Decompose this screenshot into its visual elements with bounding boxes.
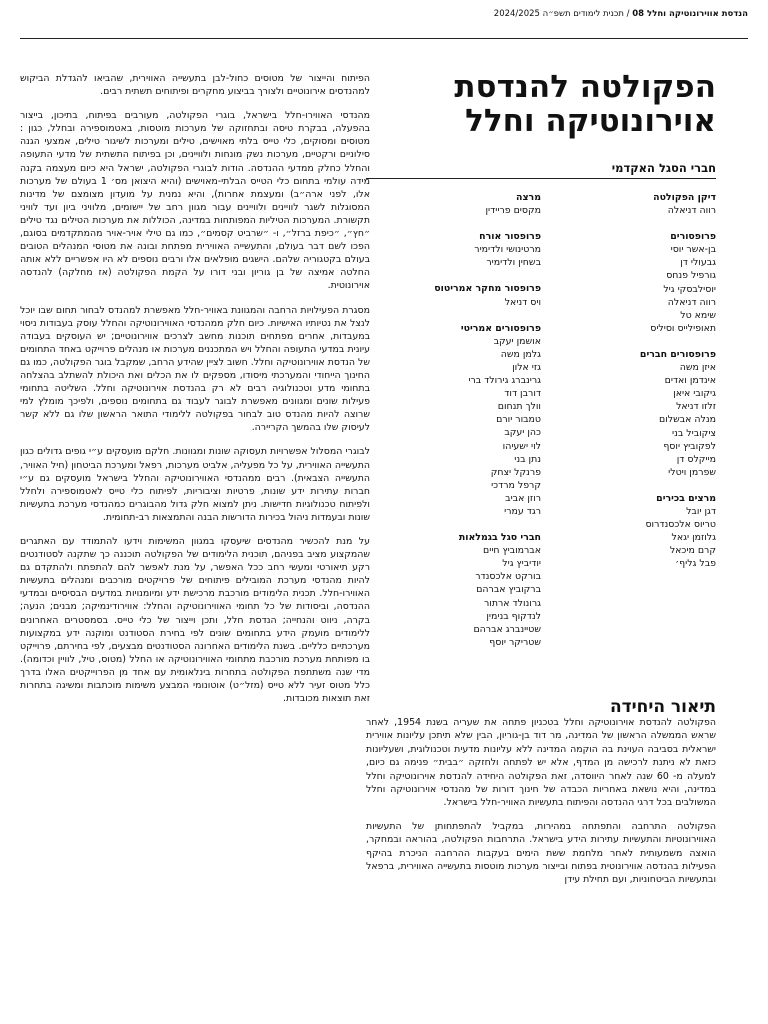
staff-name: גזי אלון xyxy=(512,361,541,373)
staff-name: אברמוביץ חיים xyxy=(483,545,541,557)
staff-name: בן-אשר יוסי xyxy=(670,244,716,256)
staff-name: רווה דניאלה xyxy=(667,296,716,308)
staff-group-title: פרופסורים xyxy=(670,231,716,243)
staff-group xyxy=(541,191,716,217)
staff-name: נתן בני xyxy=(514,453,541,465)
staff-group xyxy=(366,531,541,649)
staff-name: גיקובי איאן xyxy=(673,388,716,400)
staff-group-title: מרצה xyxy=(516,192,541,203)
staff-name: תאופילייס וסיליס xyxy=(650,322,716,334)
staff-heading: חברי הסגל האקדמי xyxy=(366,161,716,179)
left-column xyxy=(20,72,370,716)
staff-name: זלזו דניאל xyxy=(676,401,716,413)
staff-name: יודיביץ גיל xyxy=(502,558,541,570)
staff-name: לפקוביץ יוסף xyxy=(663,440,716,452)
staff-group-title: פרופסורים אמריטי xyxy=(460,322,541,334)
staff-group-title: פרופסור אורח xyxy=(479,231,541,243)
unit-paragraph: הפקולטה התרחבה והתפתחה במהירות, במקביל להתפתחותן של התעשיות האווירונוטיות והתעשיות עתירות הידע בישראל. התרחבות הפקולטה, בהוראה ובמחקר, הואצה משמעותית לאחר מלחמת ששת הימים בעקבות ההרחבה הניכרת בהיקף הפעילות בהנדסה אווירונוטית בפתוח ובייצור מערכות מוטסות בתעשייה האווירית, ברפאל ובתעשיות הביטחוניות, ועם תחילת עידן xyxy=(366,820,716,886)
staff-name: מרטינושי ולדימיר xyxy=(474,244,541,256)
staff-group-title: מרצים בכירים xyxy=(656,492,716,504)
staff-name: פרנקל יצחק xyxy=(490,466,541,478)
unit-title: תיאור היחידה xyxy=(609,697,716,717)
staff-group xyxy=(366,282,541,308)
staff-name: רגד עמרי xyxy=(504,505,541,517)
staff-name: מייקלס דן xyxy=(676,453,716,465)
unit-paragraph: הפקולטה להנדסת אוירונוטיקה וחלל בטכניון פתחה את שעריה בשנת 1954, לאחר שראש הממשלה הראשון של המדינה, מר דוד בן-גוריון, הבין שלא תיתכן עליונות אווירית ישראלית בסביבה העוינת בה הוקמה המדינה ללא עליונות מדעית וטכנולוגית, ושעליונות כזאת לא ניתנת לרכישה מן המדף, אלא יש לפתחה ולחזקה ״בבית״ פנימה גם כיום, למעלה מ- 60 שנה לאחר היווסדה, זאת הפקולטה היחידה להנדסת אוירונוטיקה וחלל במדינה, והיא נושאת באחריות הכבדה של חינוך דורות של מהנדסי אוירונוטיקה וחלל המשולבים בכל דרגי ההנדסה והפיתוח בתעשיות האוויר-חלל בישראל. xyxy=(366,717,716,809)
staff-name: מנלה אבשלום xyxy=(659,414,716,426)
staff-group xyxy=(541,492,716,571)
staff-name: טמבור יורם xyxy=(496,414,541,426)
staff-name: רוזן אביב xyxy=(505,492,541,504)
staff-name: בורקט אלכסנדר xyxy=(475,571,541,583)
staff-name: לנדקוף בנימין xyxy=(486,610,541,622)
staff-name: ויס דניאל xyxy=(504,296,541,308)
staff-name: דגן יובל xyxy=(686,505,716,517)
staff-name: כהן יעקב xyxy=(504,427,541,439)
staff-name: קרפל מרדכי xyxy=(491,479,541,491)
header-rule xyxy=(20,38,748,39)
staff-name: שימא טל xyxy=(680,309,716,321)
staff-name: גלוזמן יגאל xyxy=(671,532,716,544)
staff-name: שטיינברג אברהם xyxy=(473,623,541,635)
staff-name: פבל גליף׳ xyxy=(675,558,716,570)
staff-grid xyxy=(366,191,716,662)
staff-name: לוי ישעיהו xyxy=(502,440,541,452)
page-title-line2: אוירונוטיקה וחלל xyxy=(465,103,716,139)
staff-name: גלמן משה xyxy=(500,348,541,360)
staff-name: בשחין ולדימיר xyxy=(486,257,541,269)
staff-group xyxy=(366,191,541,217)
course-label: הנדסת אווירונוטיקה וחלל 08 xyxy=(632,9,748,19)
body-paragraph: הפיתוח והייצור של מטוסים כחול-לבן בתעשייה האווירית, שהביאו להגדלת הביקוש למהנדסים אירונוטיים ולצורך בביצוע מחקרים ופיתוחים תשתית רבים. xyxy=(20,73,370,98)
staff-group xyxy=(541,230,716,335)
staff-name: גרינברג גירולד ברי xyxy=(468,375,541,387)
staff-column xyxy=(366,191,541,662)
staff-name: קרם מיכאל xyxy=(669,545,716,557)
staff-group-title: חברי סגל בגמלאות xyxy=(458,532,541,544)
catalog-label: תכנית לימודים תשפ״ה 2024/2025 xyxy=(493,9,624,19)
staff-name: אינדמן ואדים xyxy=(664,375,716,387)
staff-group xyxy=(366,230,541,269)
staff-name: וולך תנחום xyxy=(497,401,541,413)
page-title-line1: הפקולטה להנדסת xyxy=(454,69,716,105)
staff-name: דורבן דוד xyxy=(504,388,541,400)
staff-name: רווה דניאלה xyxy=(667,205,716,217)
staff-group-title: דיקן הפקולטה xyxy=(653,192,716,203)
staff-name: מקסים פריידין xyxy=(485,205,541,217)
staff-group-title: פרופסורים חברים xyxy=(639,348,716,360)
staff-name: גבעולי דן xyxy=(680,257,716,269)
body-paragraph: לבוגרי המסלול אפשרויות תעסוקה שונות ומגוונות. חלקם מועסקים ע״י גופים גדולים כגון התעשייה האווירית, על כל מפעליה, אלביט מערכות, רפאל ומערכת הביטחון (חיל האוויר, התעשייה הצבאית). רבים ממהנדסי האווירונוטיקה והחלל בישראל מועסקים גם ע״י חברות עתירות ידע שונות, פרטיות וציבוריות, לפיתוח כלי טייס לאטמוספירה ולחלל ולפיתוח טכנולוגיות חדישות. ניתן למצוא חלק גדול מהבוגרים כמהנדסי מערכת בתעשיות שונות ובעמדות ניהול בכירות הדורשות הבנה והתמצאות רב-תחומית. xyxy=(20,446,370,523)
staff-name: גרונולד ארתור xyxy=(483,597,541,609)
body-paragraph: מהנדסי האווירו-חלל בישראל, בוגרי הפקולטה, מעורבים בפיתוח, בתיכון, בייצור בהפעלה, בבקרת טיסה ובתחזוקה של מערכות מוטסות, באטמוספירה ובחלל, כגון : מטוסים ומסוקים, כלי טייס בלתי מאוישים, טילים ומערכות לשיגור טילים, אמצעי הגנה סילוניים ורקטיים, מערכות נשק מונחות ולוויינים, וכן בפיתוח התשתית של מדעי התעופה והחלל כחלק ממדעי ההנדסה. הודות לבוגרי הפקולטה, ישראל היא כיום מעצמה בקנה מידה עולמי בתחום כלי הטייס הבלתי-מאוישים (והיא היצואן מס׳ 1 בעולם של מערכות אלו, לפני ארה״ב) ומעצמת אחרות), והיא נמנית על מועדון מצומצם של מדינות המסוגלות לשגר לוויינים ולוויינים עבור מגוון רחב של יישומים, מלוויני ביון ועד לוויני תקשורת. המערכות הטיליות המפותחות במדינה, הכוללות את מערכות הטילים נגד טילים ״חץ״, ״כיפת ברזל״, ו- ״שרביט קסמים״, כמו גם טילי אויר-אויר מהמתקדמים בסוגם, הפכו לשם דבר בעולם, והתעשייה האווירית מפתחת ובונה את מטוסי המנהלים הטובים בעולם בקטגוריה שלהם. הישגים מופלאים אלו ורבים נוספים לא היו אפשריים ללא אותה החלטה אמיצה של בן גוריון ובני דורו על הקמת הפקולטה (אז מחלקה) להנדסה אוירונוטית. xyxy=(20,110,370,292)
staff-name: שפרמן ויטלי xyxy=(668,466,716,478)
staff-column xyxy=(541,191,716,662)
staff-name: ציקוביל בני xyxy=(672,427,716,439)
body-paragraph: מסגרת הפעילויות הרחבה והמגוונת באוויר-חלל מאפשרת למהנדס לבחור תחום שבו יוכל לנצל את נטיותיו האישיות. כיום חלק ממהנדסי האווירונוטיקה והחלל עוסק בעבודות ניסוי במעבדות, אחרים מפתחים תוכנות מחשב לצרכים אווירונוטיים; יש העוסקים בעבודה עיונית במדעי התעופה והחלל ויש המתכננים מערכות או מנהלים פרוייקט באחד התחומים של הנדסת אווירונוטיקה וחלל. חשוב לציין שהידע הרחב, שמקבל בוגר הפקולטה, כמו גם החינוך הייחודי והמערכתי מיסודו, מספקים לו את הכלים ואת היכולת להשתלב בהצלחה בתחומי מדע וטכנולוגיה רבים לא רק בהנדסת אוירונוטיקה וחלל. השליטה בתחומי פעילות שונים ומגוונים מאפשרת לבוגר לעבוד גם בתחומים נוספים, ולפיכך מומלץ למי שרוצה להיות מהנדס טוב לבחור בפקולטה ללימודי התואר הראשון שלו גם ללא קשר לעיסוק שלו בהמשך הקריירה. xyxy=(20,304,370,434)
body-paragraph: על מנת להכשיר מהנדסים שיעסקו במגוון המשימות וידעו להתמודד עם האתגרים שהמקצוע מציב בפניהם, תוכנית הלימודים של הפקולטה תוכננה כך שתקנה לסטודנטים רקע תיאורטי ומעשי רחב ככל האפשר, על מנת לאפשר להם להתפתח ולהתקדם גם להיות מהנדסי מערכת המובילים פיתוחים של פרויקטים מורכבים ומנהלים בתעשיות האווירו-חלל. תכנית הלימודים מורכבת מרכישת ידע ומיומנויות במדעים הבסיסיים ובמדעי ההנדסה, וביסודות של כל תחומי האווירונוטיקה והחלל: אווירודינמיקה; מבנים; הנעה; בקרה, ניווט והנחייה; הנדסת חלל, ותכן וייצור של כלי טייס. בסמסטרים האחרונים ללימודים מועמק הידע בתחומים שונים לפי בחירת הסטודנט ומוקנה ידע במקצועות מערכתיים כלליים. בשנת הלימודים האחרונה הסטודנטים מבצעים, לפי בחירתם, פרוייקט בו מפותחת מערכת מורכבת מתחומי האווירונוטיקה או החלל (מטוס, טיל, לוויין וכדומה). מדי שנה משתתפת הפקולטה בתחרות בינלאומית עם אחד מן הפרוייקטים האלו בדרך כלל מטוס זעיר ללא טייס (מזל״ט) אוטונומי המבצע משימות מוכתבות ומשיגה בתחרות זאת תוצאות מכובדות. xyxy=(20,536,370,705)
staff-group xyxy=(366,322,541,518)
staff-name: ברקוביץ אברהם xyxy=(476,584,541,596)
staff-name: אושמן יעקב xyxy=(493,335,541,347)
staff-name: איזן משה xyxy=(679,362,716,374)
header-separator: / xyxy=(623,9,633,19)
staff-group xyxy=(541,348,716,479)
staff-name: שטריקר יוסף xyxy=(489,636,541,648)
staff-name: יוסילבסקי גיל xyxy=(663,283,716,295)
staff-name: גורפיל פנחס xyxy=(666,270,716,282)
staff-name: טריוס אלכסנדרוס xyxy=(645,519,716,531)
page-title xyxy=(366,70,716,138)
unit-description xyxy=(366,716,716,897)
right-column xyxy=(366,70,716,662)
running-header xyxy=(20,9,748,39)
staff-group-title: פרופסור מחקר אמריטוס xyxy=(434,283,541,295)
